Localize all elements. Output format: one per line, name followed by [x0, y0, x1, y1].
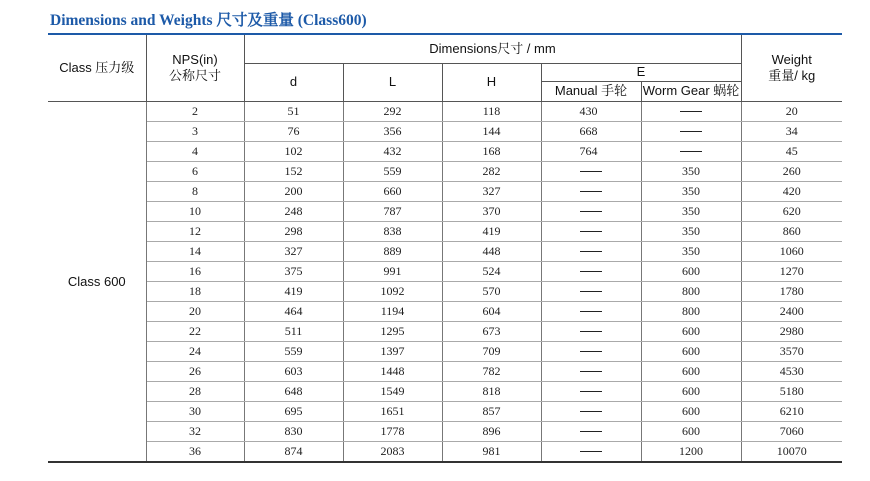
- header-d: d: [244, 63, 343, 101]
- dash-mark: [580, 371, 602, 372]
- cell-l: 991: [343, 261, 442, 281]
- dash-mark: [680, 111, 702, 112]
- cell-nps: 18: [146, 281, 244, 301]
- cell-h: 709: [442, 341, 541, 361]
- cell-h: 118: [442, 101, 541, 121]
- cell-weight: 6210: [741, 401, 842, 421]
- cell-nps: 24: [146, 341, 244, 361]
- cell-l: 356: [343, 121, 442, 141]
- cell-nps: 32: [146, 421, 244, 441]
- cell-h: 448: [442, 241, 541, 261]
- header-nps: [146, 34, 244, 101]
- cell-nps: 28: [146, 381, 244, 401]
- cell-manual: [541, 421, 641, 441]
- cell-manual: [541, 321, 641, 341]
- cell-weight: 1270: [741, 261, 842, 281]
- dash-mark: [580, 431, 602, 432]
- class-cell: Class 600: [48, 101, 146, 462]
- cell-manual: [541, 341, 641, 361]
- cell-h: 282: [442, 161, 541, 181]
- cell-manual: [541, 181, 641, 201]
- table-row: [48, 101, 842, 121]
- cell-weight: 10070: [741, 441, 842, 462]
- cell-worm-gear: [641, 121, 741, 141]
- cell-l: 292: [343, 101, 442, 121]
- dash-mark: [580, 171, 602, 172]
- cell-l: 559: [343, 161, 442, 181]
- cell-h: 419: [442, 221, 541, 241]
- cell-worm-gear: 600: [641, 321, 741, 341]
- table-row: [48, 281, 842, 301]
- cell-d: 76: [244, 121, 343, 141]
- cell-manual: 764: [541, 141, 641, 161]
- table-body: [48, 101, 842, 462]
- cell-l: 1194: [343, 301, 442, 321]
- cell-nps: 4: [146, 141, 244, 161]
- cell-weight: 2400: [741, 301, 842, 321]
- cell-manual: [541, 301, 641, 321]
- dash-mark: [680, 151, 702, 152]
- header-weight-line2: 重量/ kg: [768, 67, 816, 83]
- cell-h: 818: [442, 381, 541, 401]
- table-row: [48, 321, 842, 341]
- cell-d: 648: [244, 381, 343, 401]
- cell-worm-gear: 600: [641, 361, 741, 381]
- header-worm-gear: Worm Gear 蜗轮: [641, 81, 741, 101]
- dash-mark: [680, 131, 702, 132]
- cell-nps: 3: [146, 121, 244, 141]
- cell-manual: [541, 281, 641, 301]
- table-header: [48, 34, 842, 101]
- cell-worm-gear: 1200: [641, 441, 741, 462]
- cell-weight: 3570: [741, 341, 842, 361]
- dimensions-table: [48, 33, 842, 463]
- header-weight-line1: Weight: [771, 51, 812, 67]
- cell-l: 889: [343, 241, 442, 261]
- cell-d: 603: [244, 361, 343, 381]
- cell-h: 168: [442, 141, 541, 161]
- cell-l: 432: [343, 141, 442, 161]
- cell-d: 298: [244, 221, 343, 241]
- header-class: Class 压力级: [48, 34, 146, 101]
- cell-nps: 20: [146, 301, 244, 321]
- cell-h: 144: [442, 121, 541, 141]
- cell-d: 375: [244, 261, 343, 281]
- cell-l: 1651: [343, 401, 442, 421]
- table-row: [48, 361, 842, 381]
- dash-mark: [580, 271, 602, 272]
- dash-mark: [580, 351, 602, 352]
- cell-d: 464: [244, 301, 343, 321]
- cell-nps: 8: [146, 181, 244, 201]
- header-l: L: [343, 63, 442, 101]
- header-weight: [741, 34, 842, 101]
- cell-l: 2083: [343, 441, 442, 462]
- cell-weight: 860: [741, 221, 842, 241]
- cell-worm-gear: 600: [641, 381, 741, 401]
- cell-h: 896: [442, 421, 541, 441]
- cell-weight: 620: [741, 201, 842, 221]
- cell-l: 660: [343, 181, 442, 201]
- cell-worm-gear: 350: [641, 181, 741, 201]
- cell-d: 559: [244, 341, 343, 361]
- cell-d: 511: [244, 321, 343, 341]
- cell-l: 1549: [343, 381, 442, 401]
- dash-mark: [580, 211, 602, 212]
- dash-mark: [580, 311, 602, 312]
- cell-worm-gear: 350: [641, 221, 741, 241]
- cell-nps: 16: [146, 261, 244, 281]
- cell-manual: 430: [541, 101, 641, 121]
- header-manual: Manual 手轮: [541, 81, 641, 101]
- header-nps-line2: 公称尺寸: [168, 67, 221, 83]
- cell-d: 51: [244, 101, 343, 121]
- cell-manual: [541, 441, 641, 462]
- cell-manual: [541, 161, 641, 181]
- cell-worm-gear: [641, 101, 741, 121]
- cell-nps: 14: [146, 241, 244, 261]
- cell-manual: [541, 361, 641, 381]
- cell-worm-gear: 800: [641, 301, 741, 321]
- cell-weight: 20: [741, 101, 842, 121]
- cell-l: 838: [343, 221, 442, 241]
- table-row: [48, 201, 842, 221]
- table-row: [48, 301, 842, 321]
- table-row: [48, 121, 842, 141]
- table-row: [48, 181, 842, 201]
- table-row: [48, 381, 842, 401]
- table-row: [48, 241, 842, 261]
- cell-weight: 1060: [741, 241, 842, 261]
- cell-worm-gear: 350: [641, 161, 741, 181]
- dash-mark: [580, 411, 602, 412]
- cell-nps: 10: [146, 201, 244, 221]
- cell-d: 327: [244, 241, 343, 261]
- cell-nps: 30: [146, 401, 244, 421]
- dash-mark: [580, 291, 602, 292]
- dash-mark: [580, 251, 602, 252]
- cell-worm-gear: 350: [641, 201, 741, 221]
- cell-h: 570: [442, 281, 541, 301]
- table-row: [48, 261, 842, 281]
- cell-nps: 2: [146, 101, 244, 121]
- header-dimensions: Dimensions尺寸 / mm: [244, 34, 741, 63]
- cell-worm-gear: 600: [641, 341, 741, 361]
- cell-h: 857: [442, 401, 541, 421]
- cell-weight: 4530: [741, 361, 842, 381]
- cell-worm-gear: 350: [641, 241, 741, 261]
- cell-weight: 5180: [741, 381, 842, 401]
- cell-h: 604: [442, 301, 541, 321]
- cell-worm-gear: [641, 141, 741, 161]
- table-row: [48, 401, 842, 421]
- cell-weight: 34: [741, 121, 842, 141]
- cell-h: 524: [442, 261, 541, 281]
- cell-nps: 36: [146, 441, 244, 462]
- cell-h: 370: [442, 201, 541, 221]
- cell-weight: 1780: [741, 281, 842, 301]
- cell-d: 419: [244, 281, 343, 301]
- cell-l: 1778: [343, 421, 442, 441]
- header-nps-line1: NPS(in): [172, 51, 218, 67]
- dash-mark: [580, 331, 602, 332]
- cell-l: 1448: [343, 361, 442, 381]
- dash-mark: [580, 191, 602, 192]
- dash-mark: [580, 231, 602, 232]
- cell-worm-gear: 600: [641, 261, 741, 281]
- cell-manual: [541, 261, 641, 281]
- cell-h: 673: [442, 321, 541, 341]
- cell-d: 248: [244, 201, 343, 221]
- header-e: E: [541, 63, 741, 81]
- cell-manual: [541, 221, 641, 241]
- table-row: [48, 141, 842, 161]
- cell-l: 1092: [343, 281, 442, 301]
- cell-d: 200: [244, 181, 343, 201]
- cell-weight: 260: [741, 161, 842, 181]
- cell-nps: 6: [146, 161, 244, 181]
- dash-mark: [580, 391, 602, 392]
- cell-d: 695: [244, 401, 343, 421]
- cell-worm-gear: 600: [641, 401, 741, 421]
- cell-weight: 420: [741, 181, 842, 201]
- cell-l: 1295: [343, 321, 442, 341]
- table-row: [48, 441, 842, 462]
- cell-d: 874: [244, 441, 343, 462]
- cell-weight: 45: [741, 141, 842, 161]
- cell-nps: 12: [146, 221, 244, 241]
- cell-nps: 26: [146, 361, 244, 381]
- cell-d: 102: [244, 141, 343, 161]
- cell-manual: [541, 401, 641, 421]
- cell-h: 327: [442, 181, 541, 201]
- table-row: [48, 221, 842, 241]
- table-row: [48, 421, 842, 441]
- cell-worm-gear: 800: [641, 281, 741, 301]
- cell-h: 782: [442, 361, 541, 381]
- cell-l: 787: [343, 201, 442, 221]
- cell-worm-gear: 600: [641, 421, 741, 441]
- cell-manual: 668: [541, 121, 641, 141]
- cell-nps: 22: [146, 321, 244, 341]
- cell-weight: 7060: [741, 421, 842, 441]
- table-row: [48, 161, 842, 181]
- cell-l: 1397: [343, 341, 442, 361]
- cell-manual: [541, 241, 641, 261]
- header-h: H: [442, 63, 541, 101]
- page-title: Dimensions and Weights 尺寸及重量 (Class600): [50, 12, 367, 29]
- dash-mark: [580, 451, 602, 452]
- table-row: [48, 341, 842, 361]
- cell-weight: 2980: [741, 321, 842, 341]
- cell-d: 152: [244, 161, 343, 181]
- cell-d: 830: [244, 421, 343, 441]
- cell-h: 981: [442, 441, 541, 462]
- cell-manual: [541, 381, 641, 401]
- cell-manual: [541, 201, 641, 221]
